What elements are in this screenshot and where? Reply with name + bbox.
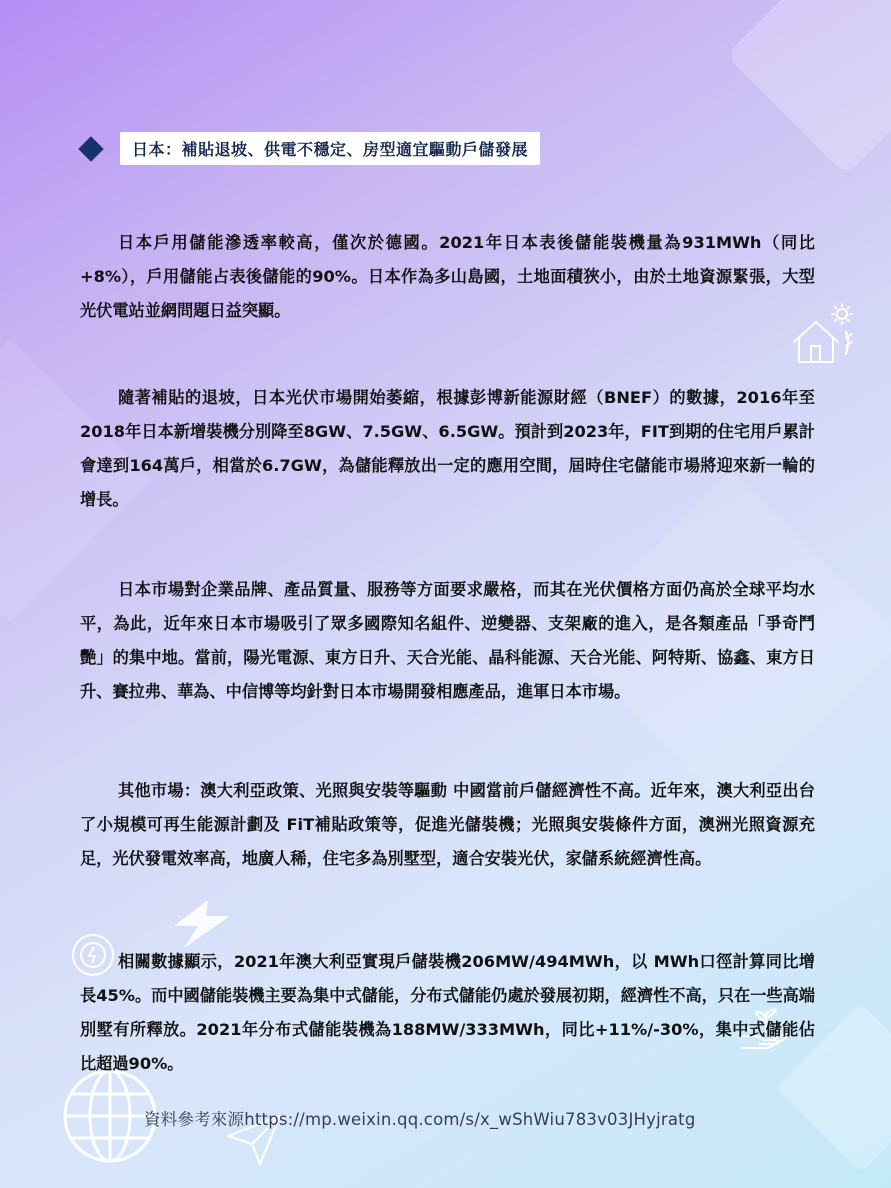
paragraph-japan-overview: 日本戶用儲能滲透率較高，僅次於德國。2021年日本表後儲能裝機量為931MWh（同比+8%），戶用儲能占表後儲能的90%。日本作為多山島國，土地面積狹小，由於土地資源緊張，大型光伏電站並網問題日益突顯。 bbox=[80, 233, 815, 320]
section-title: 日本：補貼退坡、供電不穩定、房型適宜驅動戶儲發展 bbox=[120, 132, 540, 165]
paragraph-market-entrants: 日本市場對企業品牌、產品質量、服務等方面要求嚴格，而其在光伏價格方面仍高於全球平均水平，為此，近年來日本市場吸引了眾多國際知名組件、逆變器、支架廠的進入，是各類產品「爭奇鬥艷」的集中地。當前，陽光電源、東方日升、天合光能、晶科能源、天合光能、阿特斯、協鑫、東方日升、賽拉弗、華為、中信博等均針對日本市場開發相應產品，進軍日本市場。 bbox=[80, 580, 815, 701]
lightning-icon bbox=[166, 900, 236, 948]
paragraph-subsidy-decline: 隨著補貼的退坡，日本光伏市場開始萎縮，根據彭博新能源財經（BNEF）的數據，2016年至2018年日本新增裝機分別降至8GW、7.5GW、6.5GW。預計到2023年，FIT到期的住宅用戶累計會達到164萬戶，相當於6.7GW，為儲能釋放出一定的應用空間，屆時住宅儲能市場將迎來新一輪的增長。 bbox=[80, 388, 815, 509]
diamond-bullet-icon bbox=[78, 136, 103, 161]
reference-source: 資料參考來源https://mp.weixin.qq.com/s/x_wShWiu783v03JHyjratg bbox=[144, 1110, 696, 1129]
decor-diamond-top-right bbox=[726, 0, 891, 175]
paragraph-related-data: 相關數據顯示，2021年澳大利亞實現戶儲裝機206MW/494MWh，以 MWh口徑計算同比增長45%。而中國儲能裝機主要為集中式儲能，分布式儲能仍處於發展初期，經濟性不高，只在一些高端別墅有所釋放。2021年分布式儲能裝機為188MW/333MWh，同比+11%/-30%，集中式儲能佔比超過90%。 bbox=[80, 952, 815, 1073]
paragraph-other-markets: 其他市場：澳大利亞政策、光照與安裝等驅動 中國當前戶儲經濟性不高。近年來，澳大利亞出台了小規模可再生能源計劃及 FiT補貼政策等，促進光儲裝機；光照與安裝條件方面，澳洲光照資源充足，光伏發電效率高，地廣人稀，住宅多為別墅型，適合安裝光伏，家儲系統經濟性高。 bbox=[80, 781, 815, 868]
section-heading bbox=[82, 132, 540, 165]
